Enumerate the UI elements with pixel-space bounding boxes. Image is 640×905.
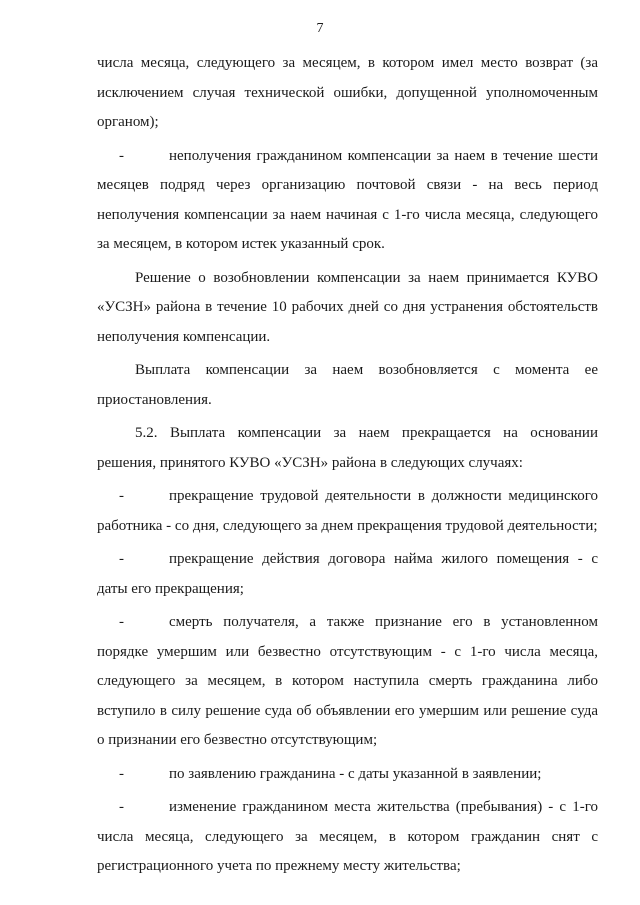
list-item xyxy=(97,793,598,882)
paragraph-text: прекращение трудовой деятельности в должности медицинского работника - со дня, следующего за днем прекращения трудовой деятельности; xyxy=(97,488,598,534)
paragraph-text: смерть получателя, а также признание его в установленном порядке умершим или безвестно отсутствующим - с 1-го числа месяца, следующего за месяцем, в котором наступила смерть гражданина либо вступило в силу решение суда об объявлении его умершим или решение суда о признании его безвестно отсутствующим; xyxy=(97,614,598,748)
paragraph xyxy=(97,264,598,353)
list-item xyxy=(97,760,598,790)
paragraph-text: прекращение действия договора найма жилого помещения - с даты его прекращения; xyxy=(97,551,598,597)
paragraph xyxy=(97,356,598,415)
list-dash-marker: - xyxy=(119,614,124,630)
paragraph-text: числа месяца, следующего за месяцем, в котором имел место возврат (за исключением случая технической ошибки, допущенной уполномоченным органом); xyxy=(97,55,598,130)
paragraph-text: изменение гражданином места жительства (пребывания) - с 1-го числа месяца, следующего за месяцем, в котором гражданин снят с регистрационного учета по прежнему месту жительства; xyxy=(97,799,598,874)
paragraph xyxy=(97,49,598,138)
list-item xyxy=(97,608,598,756)
list-dash-marker: - xyxy=(119,551,124,567)
list-item xyxy=(97,142,598,260)
list-item xyxy=(97,545,598,604)
list-dash-marker: - xyxy=(119,765,124,782)
list-dash-marker: - xyxy=(119,799,124,815)
paragraph-text: Решение о возобновлении компенсации за наем принимается КУВО «УСЗН» района в течение 10 рабочих дней со дня устранения обстоятельств неполучения компенсации. xyxy=(97,269,598,345)
paragraph-text: 5.2. Выплата компенсации за наем прекращается на основании решения, принятого КУВО «УСЗН» района в следующих случаях: xyxy=(97,425,598,471)
page-number: 7 xyxy=(316,21,324,36)
list-dash-marker: - xyxy=(119,488,124,504)
document-body xyxy=(97,49,598,886)
paragraph-text: по заявлению гражданина - с даты указанной в заявлении; xyxy=(169,765,542,782)
paragraph-text: неполучения гражданином компенсации за наем в течение шести месяцев подряд через организацию почтовой связи - на весь период неполучения компенсации за наем начиная с 1-го числа месяца, следующего за месяцем, в котором истек указанный срок. xyxy=(97,147,598,252)
list-item xyxy=(97,482,598,541)
list-dash-marker: - xyxy=(119,147,124,164)
paragraph-text: Выплата компенсации за наем возобновляется с момента ее приостановления. xyxy=(97,362,598,408)
paragraph xyxy=(97,419,598,478)
